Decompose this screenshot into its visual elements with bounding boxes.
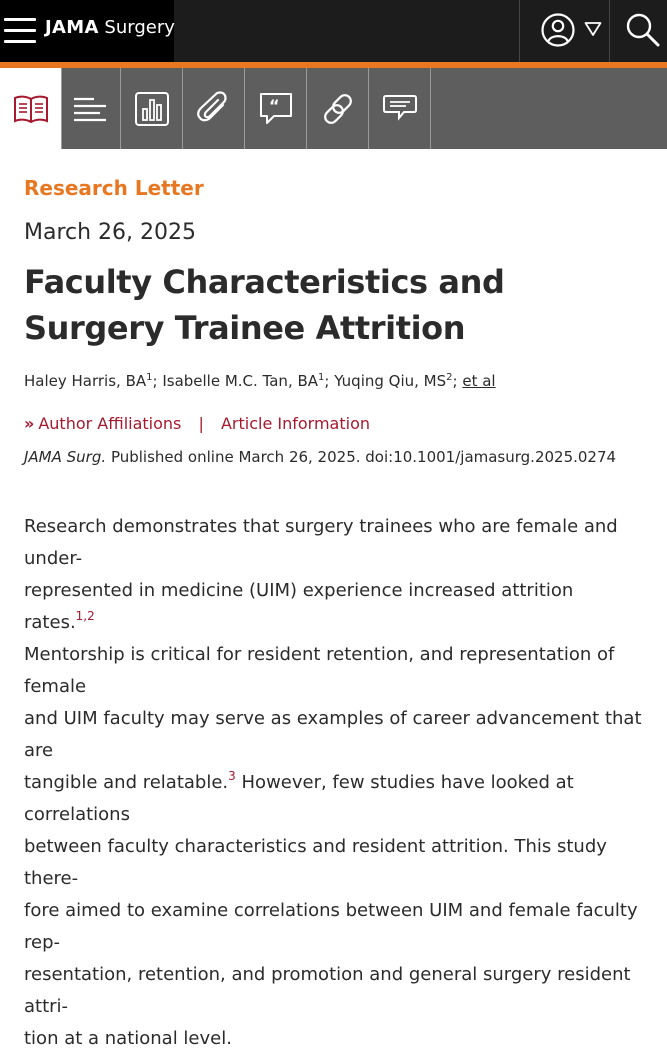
article-body — [24, 511, 644, 1055]
article-information-link[interactable]: Article Information — [220, 414, 370, 433]
article-type: Research Letter — [24, 176, 204, 200]
article-info-links — [24, 414, 370, 433]
affiliation-ref: 2 — [446, 372, 453, 383]
supplemental-tab[interactable] — [183, 68, 245, 149]
hamburger-icon[interactable] — [4, 16, 36, 46]
journal-logo[interactable] — [45, 17, 175, 38]
body-line: tangible and relatable. — [24, 772, 229, 793]
chevron-right-icon: » — [24, 414, 35, 433]
journal-abbrev: JAMA Surg. — [24, 448, 107, 466]
search-icon[interactable] — [625, 12, 661, 48]
outline-icon — [72, 94, 108, 124]
citation-details: Published online March 26, 2025. doi:10.1001/jamasurg.2025.0274 — [110, 448, 617, 466]
user-icon[interactable] — [540, 12, 576, 48]
author-affiliations-link[interactable] — [24, 414, 181, 433]
link-icon — [320, 91, 356, 127]
body-line: between faculty characteristics and resident attrition. This study there- — [24, 836, 607, 889]
body-line: resentation, retention, and promotion and general surgery resident attri- — [24, 964, 631, 1017]
body-line: However, few studies have looked at correlations — [24, 772, 574, 825]
author-affiliations-label: Author Affiliations — [38, 414, 182, 433]
author-name[interactable]: Yuqing Qiu, MS — [334, 372, 447, 390]
article-tab[interactable] — [0, 68, 62, 149]
body-line: tion at a national level. — [24, 1028, 232, 1049]
affiliation-ref: 1 — [318, 372, 325, 383]
svg-text:“: “ — [268, 95, 280, 115]
link-separator: | — [198, 414, 204, 433]
paperclip-icon — [196, 91, 232, 127]
article-toolbar — [0, 68, 667, 149]
author-list: Haley Harris, $BA^1$; Isabelle M.C. Tan, $BA^1$; Yuqing Qiu, $MS^2$; et al — [24, 372, 496, 390]
menu-button[interactable] — [0, 0, 174, 62]
publication-date: March 26, 2025 — [24, 220, 197, 245]
body-line: Mentorship is critical for resident retention, and representation of female — [24, 644, 615, 697]
et-al-link[interactable]: et al — [462, 372, 496, 390]
outline-tab[interactable] — [59, 68, 121, 149]
affiliation-ref: 1 — [146, 372, 153, 383]
brand-bold: JAMA — [45, 17, 99, 38]
citation — [24, 448, 616, 466]
chevron-down-icon[interactable] — [584, 21, 602, 37]
article-icon — [13, 94, 49, 124]
author-name[interactable]: Isabelle M.C. Tan, BA — [162, 372, 319, 390]
reference-link[interactable]: 3 — [228, 769, 236, 783]
account-search-area — [519, 0, 667, 62]
body-line: represented in medicine (UIM) experience increased attrition rates. — [24, 580, 574, 633]
top-navigation-bar — [0, 0, 667, 62]
discussion-tab[interactable] — [369, 68, 431, 149]
body-line: fore aimed to examine correlations between UIM and female faculty rep- — [24, 900, 638, 953]
discussion-icon — [382, 91, 418, 127]
brand-light: Surgery — [104, 17, 175, 38]
body-line: Research demonstrates that surgery trainees who are female and under- — [24, 516, 618, 569]
body-line: and UIM faculty may serve as examples of career advancement that are — [24, 708, 642, 761]
quote-comment-icon — [258, 91, 294, 127]
comments-tab[interactable] — [245, 68, 307, 149]
author-name[interactable]: Haley Harris, BA — [24, 372, 147, 390]
figures-icon — [134, 91, 170, 127]
link-tab[interactable] — [307, 68, 369, 149]
reference-link[interactable]: 1,2 — [75, 609, 95, 623]
paragraph — [24, 511, 644, 1055]
page-title: Faculty Characteristics and Surgery Trainee Attrition — [24, 263, 505, 347]
figures-tab[interactable] — [121, 68, 183, 149]
divider — [609, 0, 610, 62]
